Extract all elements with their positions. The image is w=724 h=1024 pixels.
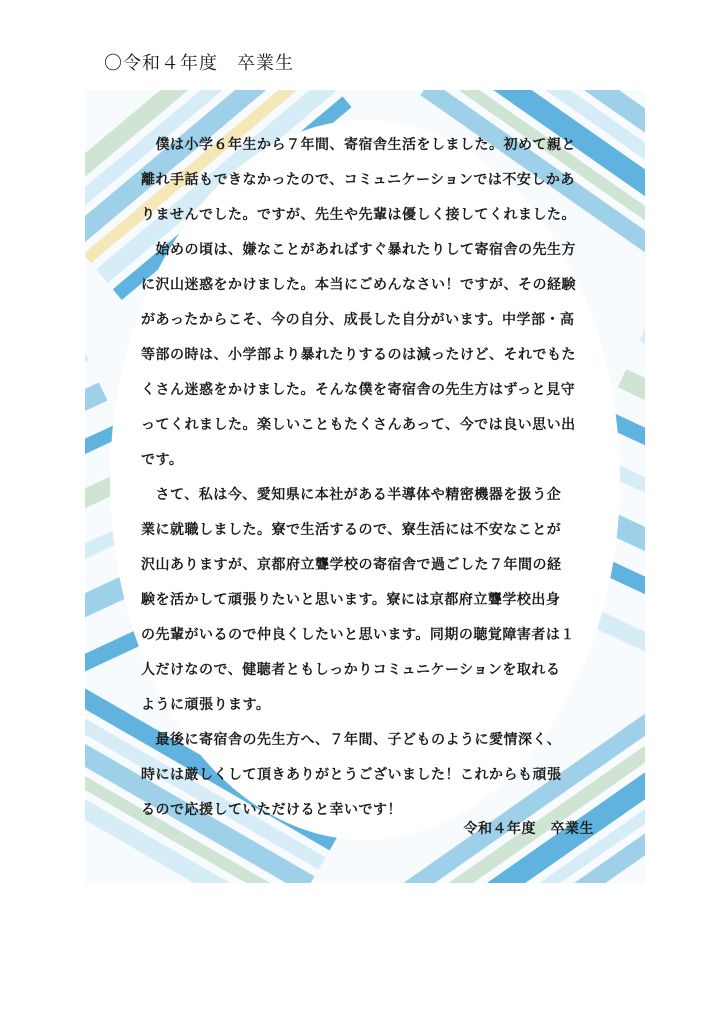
letter-line: に沢山迷惑をかけました。本当にごめんなさい！ですが、その経験 [141, 277, 576, 293]
letter-line: さて、私は今、愛知県に本社がある半導体や精密機器を扱う企 [141, 487, 562, 503]
letter-line: 時には厳しくして頂きありがとうございました！これからも頑張 [141, 767, 562, 783]
letter-line: 離れ手話もできなかったので、コミュニケーションでは不安しかあ [141, 172, 575, 188]
letter-line: 人だけなので、健聴者ともしっかりコミュニケーションを取れる [141, 662, 561, 678]
letter-line: りませんでした。ですが、先生や先輩は優しく接してくれました。 [141, 207, 576, 223]
letter-line: です。 [141, 452, 184, 468]
letter-line: があったからこそ、今の自分、成長した自分がいます。中学部・高 [141, 312, 575, 328]
letter-body [141, 132, 601, 832]
letter-line: ように頑張ります。 [141, 697, 271, 713]
letter-line: 業に就職しました。寮で生活するので、寮生活には不安なことが [141, 522, 562, 538]
letter-signature: 令和４年度 卒業生 [463, 821, 594, 837]
letter-line: 沢山ありますが、京都府立聾学校の寄宿舎で過ごした７年間の経 [141, 557, 562, 573]
letter-line: 始めの頃は、嫌なことがあればすぐ暴れたりして寄宿舎の先生方 [141, 242, 576, 258]
page-heading: 〇令和４年度 卒業生 [104, 53, 294, 74]
letter-line: の先輩がいるので仲良くしたいと思います。同期の聴覚障害者は１ [141, 627, 575, 643]
letter-line: 験を活かして頑張りたいと思います。寮には京都府立聾学校出身 [141, 592, 561, 608]
letter-line: 僕は小学６年生から７年間、寄宿舎生活をしました。初めて親と [141, 137, 576, 153]
letter-line: ってくれました。楽しいこともたくさんあって、今では良い思い出 [141, 417, 576, 433]
letter-line: 等部の時は、小学部より暴れたりするのは減ったけど、それでもた [141, 347, 576, 363]
letter-line: くさん迷惑をかけました。そんな僕を寄宿舎の先生方はずっと見守 [141, 382, 576, 398]
letter-line: るので応援していただけると幸いです！ [141, 802, 402, 818]
letter-line: 最後に寄宿舎の先生方へ、７年間、子どものように愛情深く、 [141, 732, 562, 748]
